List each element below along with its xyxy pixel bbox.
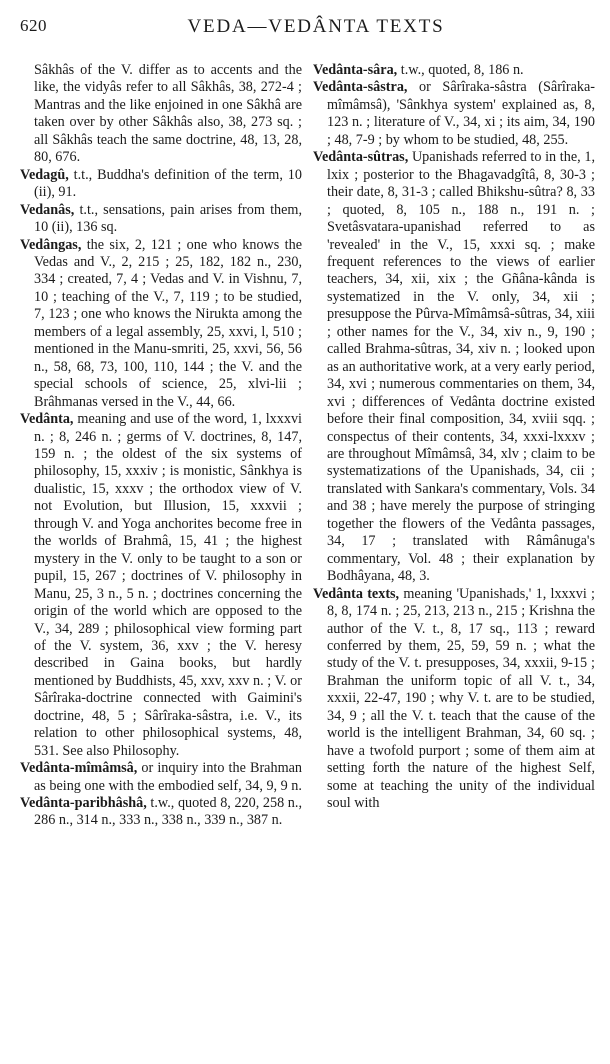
index-entry	[20, 62, 302, 167]
entry-headword: Vedanâs,	[20, 201, 75, 218]
entry-text: or inquiry into the Brahman as being one with the embodied self, 34, 9, 9 n.	[34, 760, 302, 794]
index-entry	[313, 586, 595, 813]
index-entry	[313, 149, 595, 585]
index-entry	[20, 202, 302, 237]
index-entry	[20, 760, 302, 795]
index-entry	[20, 411, 302, 760]
index-entry	[20, 167, 302, 202]
entry-text: t.t., sensations, pain arises from them, 10 (ii), 136 sq.	[34, 201, 302, 236]
entry-text: the six, 2, 121 ; one who knows the Vedas and V., 2, 215 ; 25, 182, 182 n., 230, 334 ; created, 7, 4 ; Vedas and V. in Vishnu, 7, 10 ; teaching of the V., 7, 119 ; to be studied, 7, 123 ; one who knows the Nirukta among the members of a legal assembly, 25, xxvi, l, 510 ; mentioned in the Manu-smriti, 25, xxvi, 56, 56 n., 58, 68, 73, 100, 110, 144 ; the V. and the special schools of science, 25, xlvi-lii ; Brâhmanas versed in the V., 44, 66.	[34, 236, 302, 410]
entry-text: meaning 'Upanishads,' 1, lxxxvi ; 8, 8, 174 n. ; 25, 213, 213 n., 215 ; Krishna the author of the V. t., 8, 17 sq., 113 ; reward conferred by them, 25, 59, 59 n. ; what the study of the V. t. presupposes, 34, xxxii, 9-15 ; Brahman the uniform topic of all V. t., 34, xxxii, 22-47, 190 ; why V. t. are to be studied, 34, 9 ; all the V. t. teach that the cause of the world is the intelligent Brahman, 34, 60 sq. ; have a twofold purport ; some of them aim at setting forth the nature of the highest Self, some at teaching the unity of the individual soul with	[327, 585, 595, 812]
page-header	[20, 16, 590, 46]
entry-headword: Vedânta-paribhâshâ,	[20, 795, 147, 812]
entry-headword: Vedânta-sâstra,	[313, 79, 408, 96]
entry-text: Sâkhâs of the V. differ as to accents and the like, the vidyâs refer to all Sâkhâs, 38, 272-4 ; Mantras and the like enjoined in one Sâkhâ are taken over by other Sâkhâs also, 38, 273 sq. ; all Sâkhâs teach the same doctrine, 48, 13, 28, 80, 676.	[34, 62, 302, 166]
entry-text: meaning and use of the word, 1, lxxxvi n. ; 8, 246 n. ; germs of V. doctrines, 8, 147, 159 n. ; the oldest of the six systems of philosophy, 15, xxxiv ; is monistic, Sânkhya is dualistic, 15, xxxv ; the orthodox view of V. not Evolution, but Illusion, 15, xxxvii ; through V. and Yoga anchorites become free in the worlds of Brahmâ, 15, 41 ; the highest mystery in the V. only to be taught to a son or pupil, 15, 267 ; doctrines of V. philosophy in Manu, 25, 3 n., 5 n. ; doctrines concerning the origin of the world which are opposed to the V., 34, 289 ; philosophical view forming part of the V. system, 36, xxv ; the V. heresy described in Gaina books, but hardly mentioned by Buddhists, 45, xxv, xxv n. ; V. or Sârîraka-doctrine connected with Gaimini's doctrine, 48, 5 ; Sârîraka-sâstra, i.e. V., its relation to other philosophical systems, 48, 531. See also Philosophy.	[34, 411, 302, 759]
entry-text: t.w., quoted, 8, 186 n.	[397, 62, 524, 78]
entry-text: t.w., quoted 8, 220, 258 n., 286 n., 314 n., 333 n., 338 n., 339 n., 387 n.	[34, 795, 302, 829]
index-entry	[313, 79, 595, 149]
entry-text: t.t., Buddha's definition of the term, 10 (ii), 91.	[34, 166, 302, 201]
page-number: 620	[20, 16, 47, 35]
entry-headword: Vedânta texts,	[313, 585, 400, 602]
entry-headword: Vedânta,	[20, 411, 74, 428]
left-column	[20, 62, 302, 830]
index-entry	[20, 237, 302, 412]
entry-text: Upanishads referred to in the, 1, lxix ; posterior to the Bhagavadgîtâ, 8, 30-3 ; their date, 8, 31-3 ; called Bhikshu-sûtra? 8, 33 ; quoted, 8, 105 n., 188 n., 191 n. ; Svetâsvatara-upanishad referred to as 'revealed' in the V., 15, xxxi sq. ; make frequent references to the views of earlier teachers, 34, xii, xix ; the Gñâna-kânda is systematized in the V. only, 34, xii ; presuppose the Pûrva-Mîmâmsâ-sûtras, 34, xiii ; other names for the V., 34, xiv n., 9, 190 ; called Brahma-sûtras, 34, xiv n. ; looked upon as an authoritative work, at a very early period, 34, xvi ; numerous commentaries on them, 34, xvi ; differences of Vedânta doctrine existed before their final composition, 34, xviii sqq. ; conspectus of their contents, 34, xxxi-lxxxv ; are throughout Mîmâmsâ, 34, xlv ; claim to be systematizations of the Upanishads, 34, cii ; translated with Sankara's commentary, Vols. 34 and 38 ; have merely the purpose of stringing together the flowers of the Vedânta passages, 34, 17 ; translated with Râmânuga's commentary, Vol. 48 ; their explanation by Bodhâyana, 48, 3.	[327, 149, 595, 585]
running-title: VEDA—VEDÂNTA TEXTS	[187, 16, 445, 37]
index-entry	[313, 62, 595, 79]
entry-headword: Vedânta-sâra,	[313, 62, 398, 78]
entry-headword: Vedânta-sûtras,	[313, 149, 409, 166]
entry-headword: Vedagû,	[20, 166, 69, 183]
entry-headword: Vedângas,	[20, 236, 82, 253]
entry-headword: Vedânta-mîmâmsâ,	[20, 760, 138, 777]
index-entry	[20, 795, 302, 830]
right-column	[313, 62, 595, 812]
entry-text: or Sârîraka-sâstra (Sârîraka-mîmâmsâ), 'Sânkhya system' explained as, 8, 123 n. ; literature of V., 34, xi ; its aim, 34, 190 ; 48, 7-9 ; by whom to be studied, 48, 255.	[327, 79, 595, 148]
